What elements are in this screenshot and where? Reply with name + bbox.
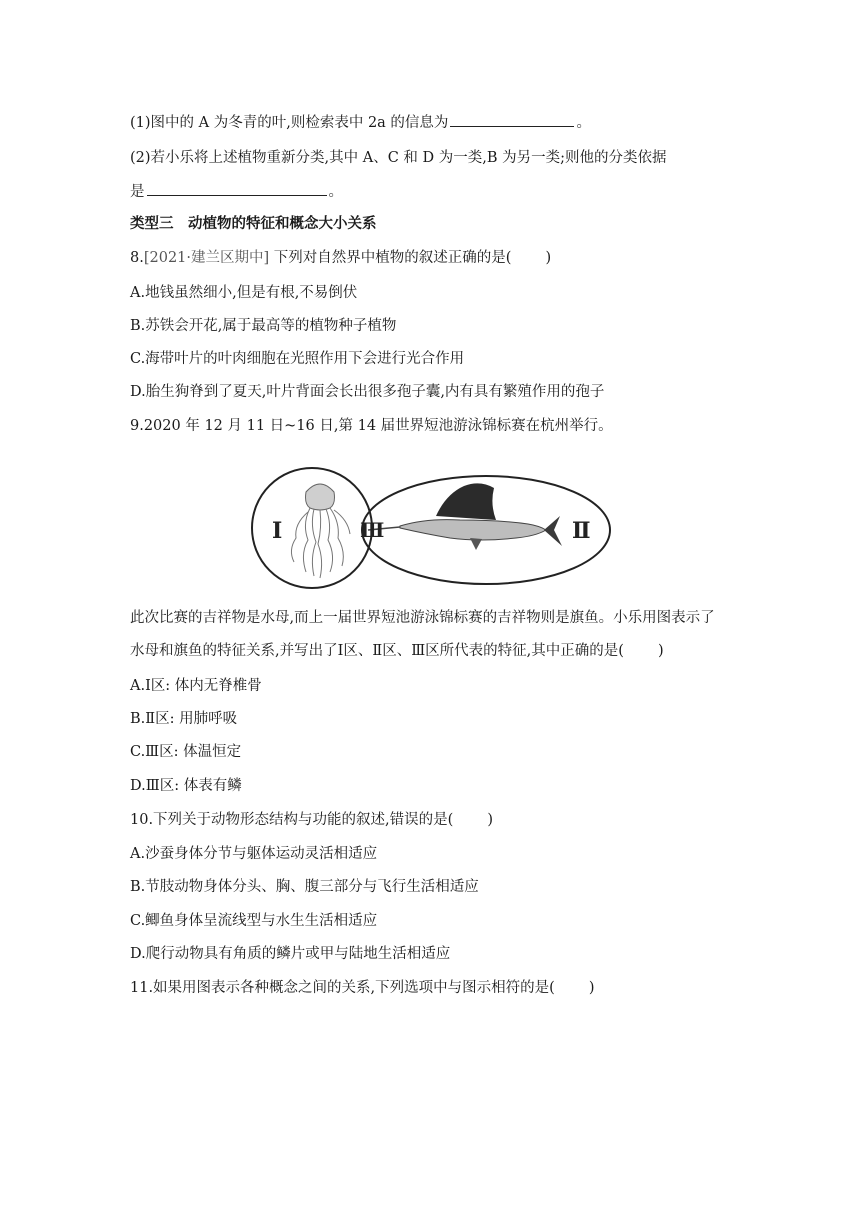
q8-close: ) [545,250,552,266]
q11-stem [130,978,595,998]
q10-option-b: B.节肢动物身体分头、胸、腹三部分与飞行生活相适应 [130,879,479,895]
label-region-3: Ⅲ [360,518,385,542]
q8-option-d: D.胎生狗脊到了夏天,叶片背面会长出很多孢子囊,内有具有繁殖作用的孢子 [130,384,605,400]
q8-option-b: B.苏铁会开花,属于最高等的植物种子植物 [130,318,397,334]
q7-sub2-end: 。 [328,184,343,200]
q9-option-a: A.Ⅰ区: 体内无脊椎骨 [130,678,262,694]
q7-sub1-text: (1)图中的 A 为冬青的叶,则检索表中 2a 的信息为 [130,115,449,131]
circle-jellyfish [252,468,372,588]
q9-intro: 9.2020 年 12 月 11 日~16 日,第 14 届世界短池游泳锦标赛在杭州举行。 [130,418,613,434]
label-region-1: Ⅰ [272,518,283,544]
jellyfish-image [291,484,350,578]
q10-option-c: C.鲫鱼身体呈流线型与水生生活相适应 [130,913,378,929]
q8-option-c: C.海带叶片的叶肉细胞在光照作用下会进行光合作用 [130,351,465,367]
q7-sub1-end: 。 [576,115,591,131]
q9-text-line2 [130,641,664,661]
q8-stem [130,248,551,268]
q10-option-a: A.沙蚕身体分节与躯体运动灵活相适应 [130,846,378,862]
q8-stem-text: 下列对自然界中植物的叙述正确的是( [273,250,512,266]
q7-sub1 [130,112,591,133]
q7-sub2-line2 [130,181,343,202]
answer-blank[interactable] [147,181,327,196]
q11-stem-text: 11.如果用图表示各种概念之间的关系,下列选项中与图示相符的是( [130,980,555,996]
q10-close: ) [487,812,493,828]
q7-sub2-line1: (2)若小乐将上述植物重新分类,其中 A、C 和 D 为一类,B 为另一类;则他的分类依据 [130,150,667,166]
q9-option-c: C.Ⅲ区: 体温恒定 [130,744,242,760]
q7-sub2-text: 是 [130,184,145,200]
answer-blank[interactable] [450,112,574,127]
q8-number: 8. [130,250,144,266]
q9-option-b: B.Ⅱ区: 用肺呼吸 [130,711,238,727]
section-heading: 类型三 动植物的特征和概念大小关系 [130,216,377,232]
q9-option-d: D.Ⅲ区: 体表有鳞 [130,778,242,794]
label-region-2: Ⅱ [572,518,591,544]
q10-stem [130,810,493,830]
q9-text-line2-body: 水母和旗鱼的特征关系,并写出了Ⅰ区、Ⅱ区、Ⅲ区所代表的特征,其中正确的是( [130,643,624,659]
venn-diagram [250,464,620,596]
q9-text-line1: 此次比赛的吉祥物是水母,而上一届世界短池游泳锦标赛的吉祥物则是旗鱼。小乐用图表示了 [130,610,715,626]
q10-stem-text: 10.下列关于动物形态结构与功能的叙述,错误的是( [130,812,454,828]
q9-close: ) [657,643,664,659]
q8-source: [2021·建兰区期中] [143,250,270,266]
q8-option-a: A.地钱虽然细小,但是有根,不易倒伏 [130,285,358,301]
q10-option-d: D.爬行动物具有角质的鳞片或甲与陆地生活相适应 [130,946,451,962]
q11-close: ) [588,980,595,996]
